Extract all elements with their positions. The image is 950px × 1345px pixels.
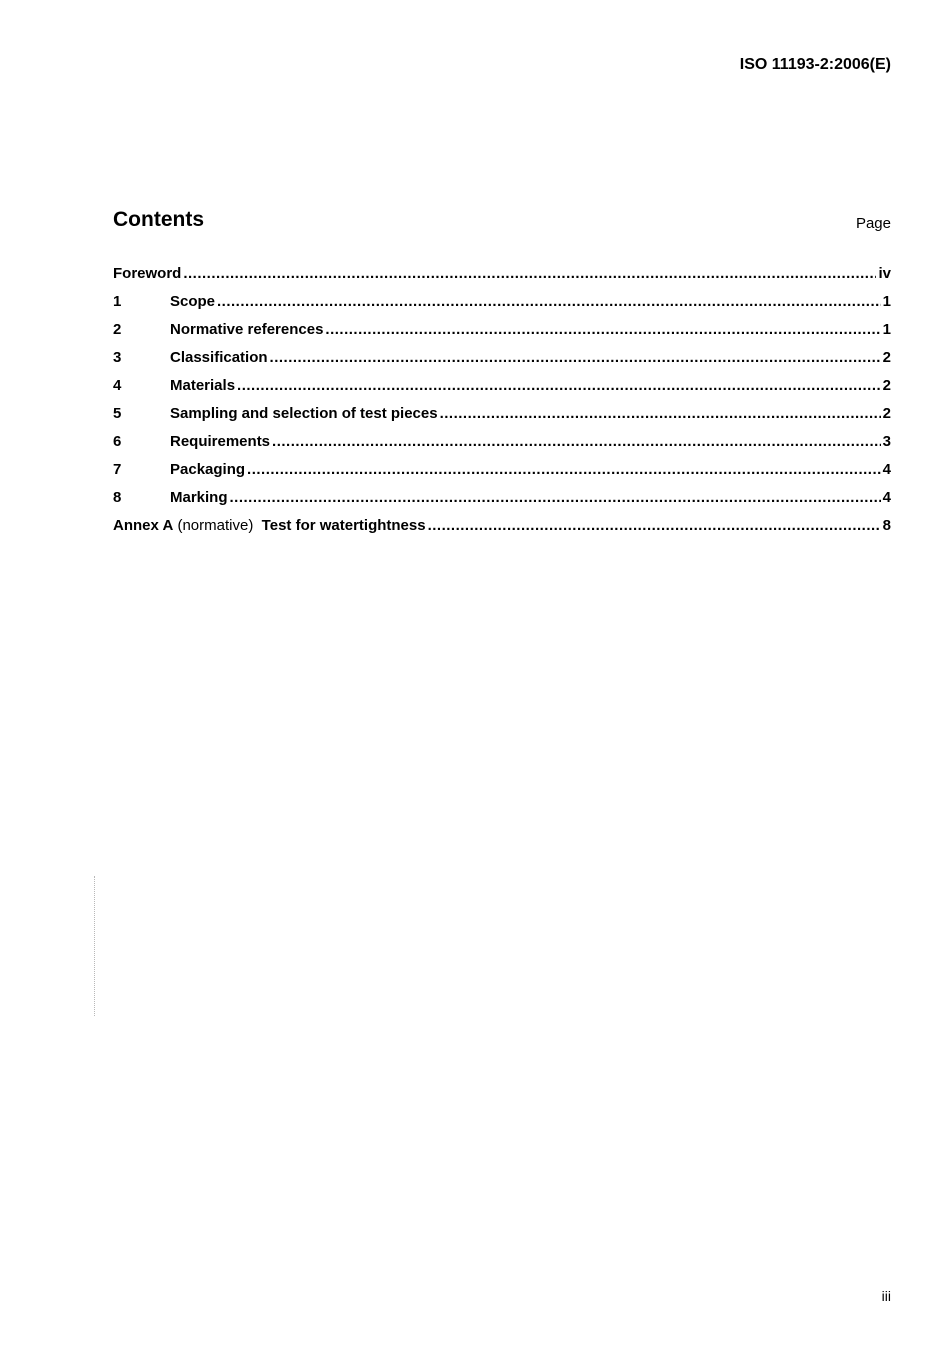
page-number: iii [881,1288,891,1304]
margin-marks [94,876,98,1016]
dot-leader [237,377,881,394]
toc-entry-normative-references[interactable] [113,321,891,349]
toc-entry-page: 4 [882,461,891,478]
table-of-contents [113,265,891,545]
toc-entry-page: 2 [882,349,891,366]
toc-entry-sampling[interactable] [113,405,891,433]
toc-entry-title: Classification [170,349,268,366]
toc-entry-number: 5 [113,405,122,422]
toc-entry-classification[interactable] [113,349,891,377]
toc-entry-marking[interactable] [113,489,891,517]
dot-leader [247,461,881,478]
toc-entry-page: 1 [882,321,891,338]
toc-entry-page: 4 [882,489,891,506]
toc-entry-page: 1 [882,293,891,310]
toc-entry-packaging[interactable] [113,461,891,489]
dot-leader [183,265,876,282]
toc-entry-scope[interactable] [113,293,891,321]
dot-leader [440,405,881,422]
dot-leader [230,489,881,506]
toc-entry-page: 2 [882,405,891,422]
annex-title: Test for watertightness [261,517,426,534]
annex-heading [113,517,426,534]
toc-entry-title: Materials [170,377,236,394]
toc-entry-annex-a[interactable] [113,517,891,545]
toc-entry-materials[interactable] [113,377,891,405]
toc-entry-number: 6 [113,433,122,450]
toc-entry-page: 3 [882,433,891,450]
toc-entry-number: 1 [113,293,122,310]
toc-entry-page: 2 [882,377,891,394]
annex-qualifier: (normative) [177,517,254,534]
standard-identifier: ISO 11193-2:2006(E) [739,56,891,73]
toc-entry-title: Scope [170,293,216,310]
dot-leader [270,349,881,366]
toc-entry-number: 4 [113,377,122,394]
dot-leader [272,433,881,450]
dot-leader [325,321,880,338]
page-column-label: Page [855,215,891,232]
toc-entry-number: 3 [113,349,122,366]
toc-entry-requirements[interactable] [113,433,891,461]
toc-entry-title: Requirements [170,433,271,450]
toc-entry-title: Sampling and selection of test pieces [170,405,438,422]
contents-title: Contents [113,208,204,231]
dot-leader [428,517,881,534]
toc-entry-number: 2 [113,321,122,338]
toc-entry-title: Marking [170,489,228,506]
toc-entry-page: iv [878,265,891,282]
contents-header [113,208,891,238]
dot-leader [217,293,881,310]
annex-label: Annex A [113,517,174,534]
toc-entry-number: 7 [113,461,122,478]
toc-entry-title: Packaging [170,461,246,478]
toc-entry-number: 8 [113,489,122,506]
toc-entry-page: 8 [882,517,891,534]
toc-entry-title: Normative references [170,321,324,338]
toc-entry-foreword[interactable] [113,265,891,293]
toc-entry-title: Foreword [113,265,182,282]
